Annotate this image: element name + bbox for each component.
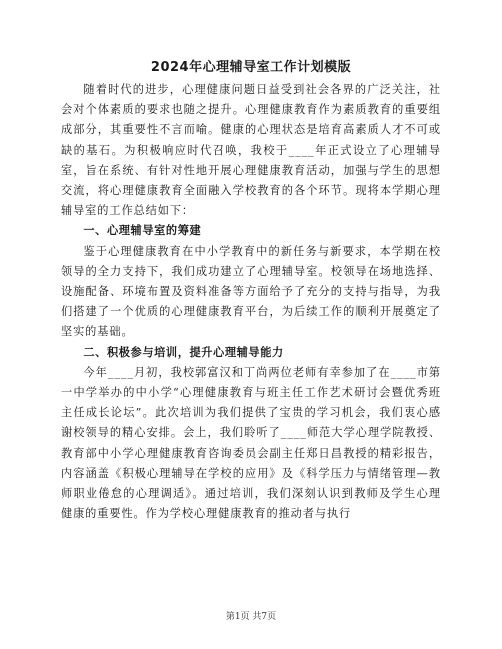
section-1-heading: 一、心理辅导室的筹建	[83, 224, 202, 238]
document-title: 2024年心理辅导室工作计划模版	[150, 60, 352, 75]
document-body	[61, 80, 441, 524]
intro-paragraph: 随着时代的进步，心理健康问题日益受到社会各界的广泛关注，社会对个体素质的要求也随之提升。心理健康教育作为素质教育的重要组成部分，其重要性不言而喻。健康的心理状态是培育高素质人才不可或缺的基石。为积极响应时代召唤，我校于____年正式设立了心理辅导室，旨在系统、有针对性地开展心理健康教育活动，加强与学生的思想交流，将心理健康教育全面融入学校教育的各个环节。现将本学期心理辅导室的工作总结如下：	[61, 83, 441, 218]
section-1-paragraph: 鉴于心理健康教育在中小学教育中的新任务与新要求，本学期在校领导的全力支持下，我们成功建立了心理辅导室。校领导在场地选择、设施配备、环境布置及资料准备等方面给予了充分的支持与指导，为我们搭建了一个优质的心理健康教育平台，为后续工作的顺利开展奠定了坚实的基础。	[61, 244, 441, 339]
section-2-heading: 二、积极参与培训，提升心理辅导能力	[83, 345, 284, 359]
section-2-paragraph: 今年____月初，我校郭富汉和丁尚两位老师有幸参加了在____市第一中学举办的中小学“心理健康教育与班主任工作艺术研讨会暨优秀班主任成长论坛”。此次培训为我们提供了宝贵的学习机会，我们衷心感谢校领导的精心安排。会上，我们聆听了____师范大学心理学院教授、教育部中小学心理健康教育咨询委员会副主任郑日昌教授的精彩报告，内容涵盖《积极心理辅导在学校的应用》及《科学压力与情绪管理—教师职业倦怠的心理调适》。通过培训，我们深刻认识到教师及学生心理健康的重要性。作为学校心理健康教育的推动者与执行	[61, 365, 441, 521]
page-footer: 第1页 共7页	[225, 612, 277, 622]
